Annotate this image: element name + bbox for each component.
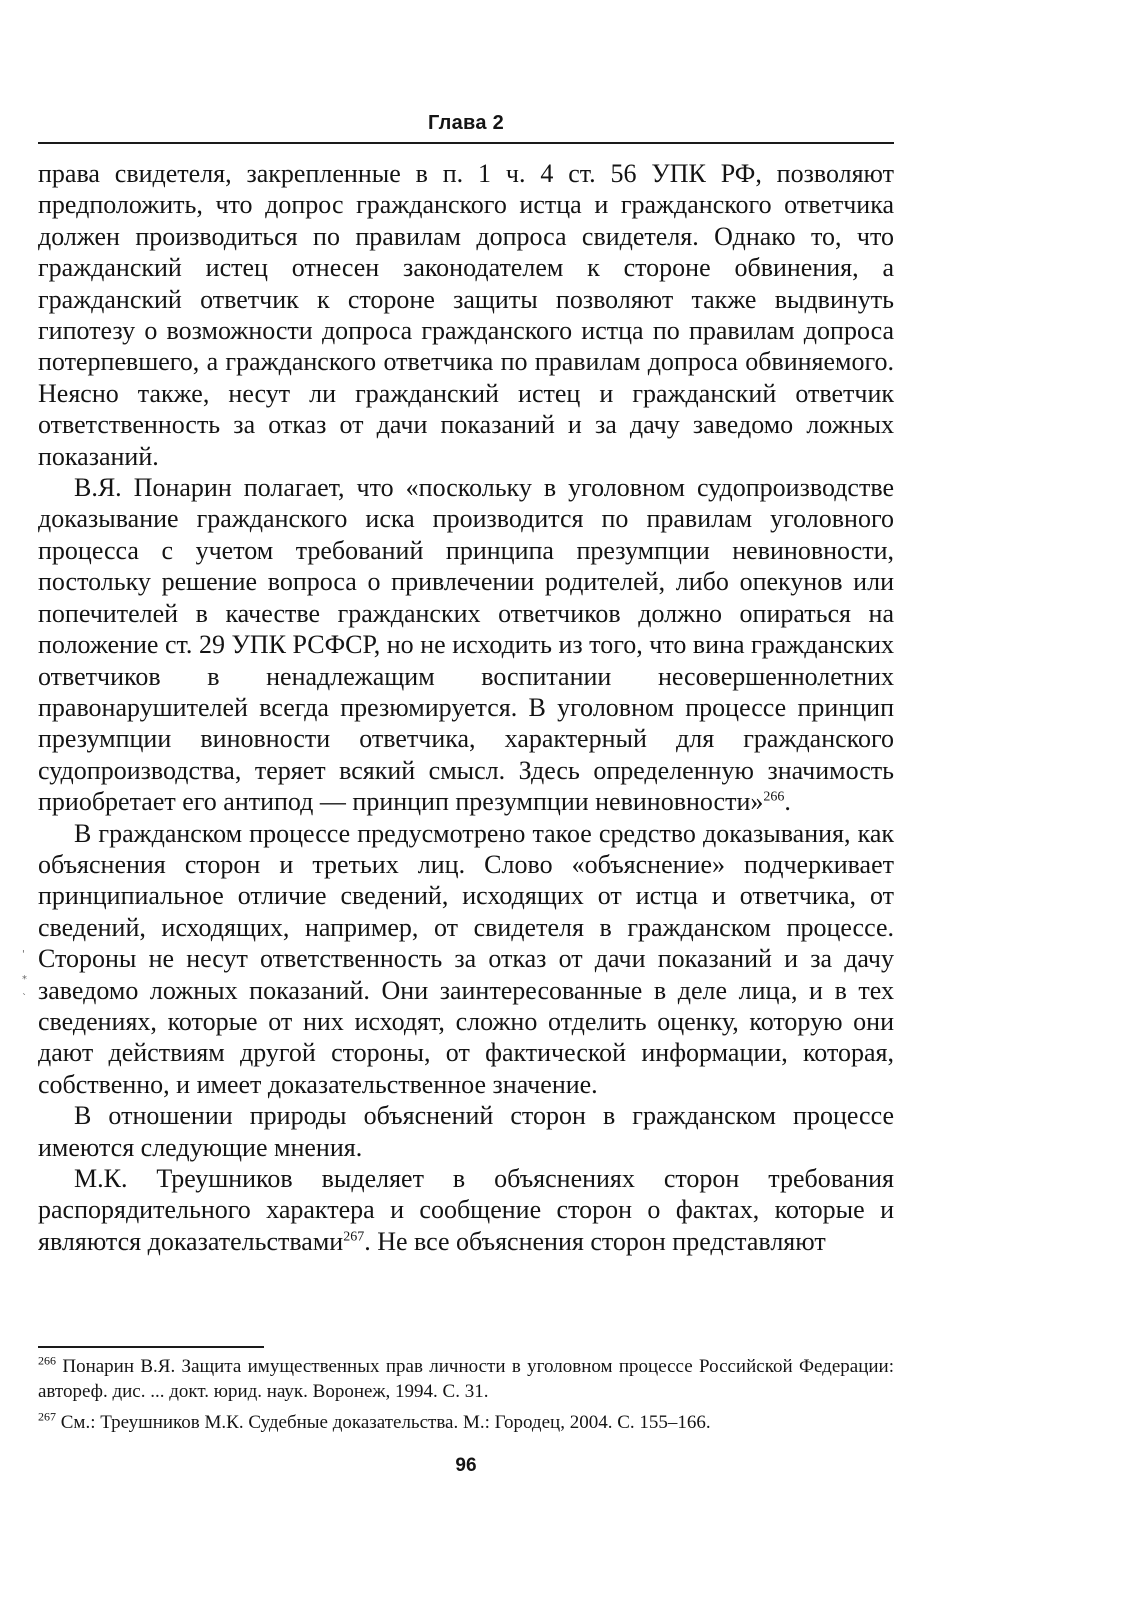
running-header: Глава 2 (427, 112, 505, 134)
paragraph-2-tail: . (784, 787, 791, 817)
paragraph-4-text: В отношении природы объяснений сторон в гражданском процессе имеются следующие мнения. (38, 1101, 894, 1162)
paragraph-5-text: М.К. Треушников выделяет в объяснениях сторон требования распорядительного характера и сообщение сторон о фактах, которые и являются доказательствами (38, 1164, 894, 1256)
footnote-text: Понарин В.Я. Защита имущественных прав личности в уголовном процессе Российской Федерации: автореф. дис. ... докт. юрид. наук. Воронеж, 1994. С. 31. (38, 1356, 894, 1402)
paragraph-5-tail: . Не все объяснения сторон представляют (364, 1226, 826, 1256)
book-page (38, 0, 894, 1600)
paragraph-3-text: В гражданском процессе предусмотрено такое средство доказывания, как объяснения сторон и третьих лиц. Слово «объяснение» подчеркивает принципиальное отличие сведений, исходящих от истца и ответчика, от сведений, исходящих, например, от свидетеля в гражданском процессе. Стороны не несут ответственность за отказ от дачи показаний и за дачу заведомо ложных показаний. Они заинтересованные в деле лица, и в тех сведениях, которые от них исходят, сложно отделить оценку, которую они дают действиям другой стороны, от фактической информации, которая, собственно, и имеет доказательственное значение. (38, 818, 894, 1099)
footnotes (38, 1354, 894, 1441)
paragraph-1 (38, 158, 894, 472)
scan-margin-marks: ' ⁎ ` (22, 949, 27, 1004)
paragraph-3 (38, 818, 894, 1101)
body-text (38, 158, 894, 1257)
footnote-ref-267[interactable]: 267 (343, 1229, 365, 1245)
footnote-separator (38, 1346, 264, 1348)
paragraph-2 (38, 472, 894, 817)
footnote-number: 266 (38, 1353, 56, 1368)
footnote-text: См.: Треушников М.К. Судебные доказательства. М.: Городец, 2004. С. 155–166. (60, 1412, 711, 1433)
footnote-ref-266[interactable]: 266 (763, 789, 785, 805)
paragraph-2-text: В.Я. Понарин полагает, что «поскольку в уголовном судопроизводстве доказывание гражданского иска производится по правилам уголовного процесса с учетом требований принципа презумпции невиновности, постольку решение вопроса о привлечении родителей, либо опекунов или попечителей в качестве гражданских ответчиков должно опираться на положение ст. 29 УПК РСФСР, но не исходить из того, что вина гражданских ответчиков в ненадлежащим воспитании несовершеннолетних правонарушителей всегда презюмируется. В уголовном процессе принцип презумпции виновности ответчика, характерный для гражданского судопроизводства, теряет всякий смысл. Здесь определенную значимость приобретает его антипод — принцип презумпции невиновности» (38, 473, 894, 817)
paragraph-4 (38, 1100, 894, 1163)
paragraph-5 (38, 1163, 894, 1257)
paragraph-1-text: права свидетеля, закрепленные в п. 1 ч. 4 ст. 56 УПК РФ, позволяют предположить, что допрос гражданского истца и гражданского ответчика должен производиться по правилам допроса свидетеля. Однако то, что гражданский истец отнесен законодателем к стороне обвинения, а гражданский ответчик к стороне защиты позволяют также выдвинуть гипотезу о возможности допроса гражданского истца по правилам допроса потерпевшего, а гражданского ответчика по правилам допроса обвиняемого. Неясно также, несут ли гражданский истец и гражданский ответчик ответственность за отказ от дачи показаний и за дачу заведомо ложных показаний. (38, 159, 894, 471)
header-rule (38, 142, 894, 144)
footnote-number: 267 (38, 1409, 56, 1424)
footnote-267 (38, 1410, 894, 1435)
page-number: 96 (455, 1455, 477, 1476)
footnote-266 (38, 1354, 894, 1404)
